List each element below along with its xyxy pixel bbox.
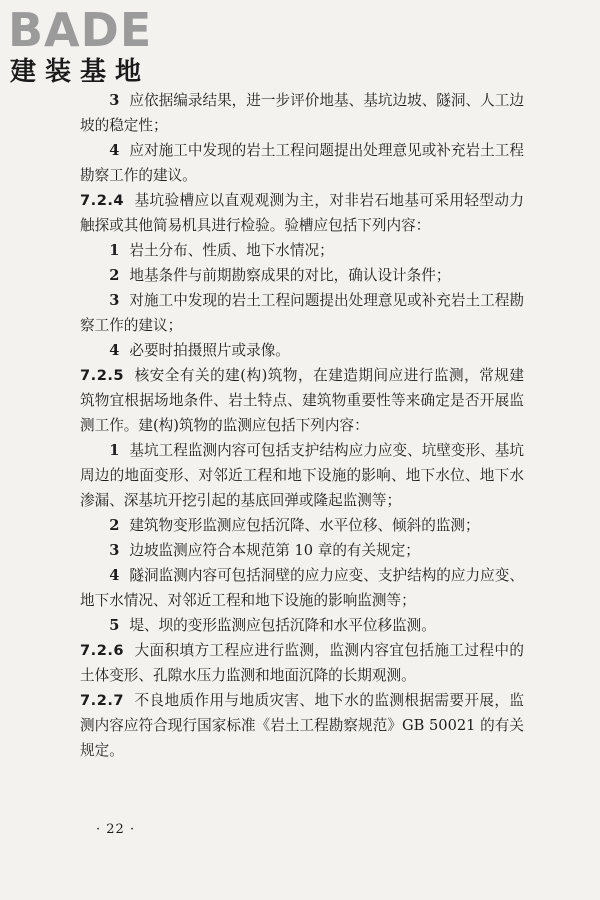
paragraph-text: 核安全有关的建(构)筑物，在建造期间应进行监测，常规建筑物宜根据场地条件、岩土特点、建筑物重要性等来确定是否开展监测工作。建(构)筑物的监测应包括下列内容：	[80, 367, 524, 434]
watermark-subtitle: 建装基地	[10, 57, 151, 87]
list-item	[80, 338, 524, 363]
list-item	[80, 613, 524, 638]
paragraph-text: 大面积填方工程应进行监测，监测内容宜包括施工过程中的土体变形、孔隙水压力监测和地面沉降的长期观测。	[80, 642, 524, 684]
list-item	[80, 438, 524, 513]
clause-number: 7.2.7	[80, 692, 125, 709]
paragraph-text: 必要时拍摄照片或录像。	[129, 342, 290, 359]
clause-number: 7.2.6	[80, 642, 125, 659]
paragraph-text: 基坑验槽应以直观观测为主，对非岩石地基可采用轻型动力触探或其他简易机具进行检验。验槽应包括下列内容：	[80, 192, 524, 234]
paragraph-text: 应对施工中发现的岩土工程问题提出处理意见或补充岩土工程勘察工作的建议。	[80, 142, 524, 184]
list-item	[80, 88, 524, 138]
clause-paragraph	[80, 638, 524, 688]
paragraph-text: 堤、坝的变形监测应包括沉降和水平位移监测。	[129, 617, 436, 634]
clause-paragraph	[80, 363, 524, 438]
paragraph-text: 岩土分布、性质、地下水情况；	[129, 242, 334, 259]
item-number: 3	[109, 292, 120, 309]
clause-number: 7.2.4	[80, 192, 125, 209]
paragraph-text: 基坑工程监测内容可包括支护结构应力应变、坑壁变形、基坑周边的地面变形、对邻近工程和地下设施的影响、地下水位、地下水渗漏、深基坑开挖引起的基底回弹或隆起监测等；	[80, 442, 524, 509]
item-number: 4	[109, 142, 120, 159]
page-number: · 22 ·	[96, 822, 136, 837]
clause-paragraph	[80, 188, 524, 238]
paragraph-text: 建筑物变形监测应包括沉降、水平位移、倾斜的监测；	[129, 517, 480, 534]
list-item	[80, 538, 524, 563]
item-number: 5	[109, 617, 120, 634]
clause-number: 7.2.5	[80, 367, 125, 384]
item-number: 2	[109, 267, 120, 284]
list-item	[80, 263, 524, 288]
item-number: 1	[109, 442, 120, 459]
list-item	[80, 238, 524, 263]
item-number: 4	[109, 567, 120, 584]
paragraph-text: 不良地质作用与地质灾害、地下水的监测根据需要开展，监测内容应符合现行国家标准《岩土工程勘察规范》GB 50021 的有关规定。	[80, 692, 524, 759]
item-number: 1	[109, 242, 120, 259]
list-item	[80, 288, 524, 338]
watermark-brand: BADE	[8, 3, 153, 57]
clause-paragraph	[80, 688, 524, 763]
list-item	[80, 513, 524, 538]
item-number: 4	[109, 342, 120, 359]
paragraph-text: 边坡监测应符合本规范第 10 章的有关规定；	[129, 542, 420, 559]
paragraph-text: 应依据编录结果，进一步评价地基、基坑边坡、隧洞、人工边坡的稳定性；	[80, 92, 524, 134]
list-item	[80, 138, 524, 188]
item-number: 3	[109, 92, 120, 109]
document-body	[80, 88, 524, 763]
list-item	[80, 563, 524, 613]
item-number: 2	[109, 517, 120, 534]
paragraph-text: 对施工中发现的岩土工程问题提出处理意见或补充岩土工程勘察工作的建议；	[80, 292, 524, 334]
watermark-logo	[6, 2, 186, 94]
paragraph-text: 地基条件与前期勘察成果的对比，确认设计条件；	[129, 267, 451, 284]
item-number: 3	[109, 542, 120, 559]
paragraph-text: 隧洞监测内容可包括洞壁的应力应变、支护结构的应力应变、地下水情况、对邻近工程和地下设施的影响监测等；	[80, 567, 524, 609]
